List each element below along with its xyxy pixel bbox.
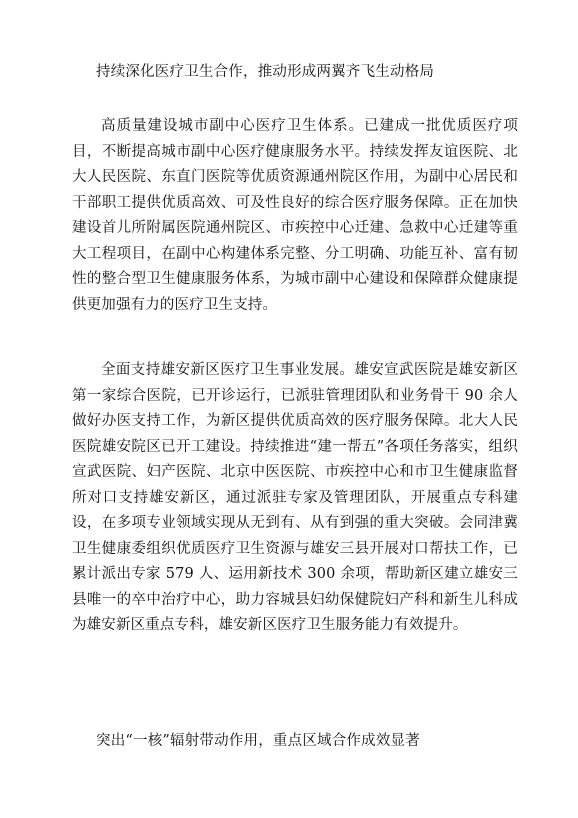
- paragraph-city-sub-center: 高质量建设城市副中心医疗卫生体系。已建成一批优质医疗项目，不断提高城市副中心医疗健康服务水平。持续发挥友谊医院、北大人民医院、东直门医院等优质资源通州院区作用，为副中心居民和干部职工提供优质高效、可及性良好的综合医疗服务保障。正在加快建设首儿所附属医院通州院区、市疾控中心迁建、急救中心迁建等重大工程项目，在副中心构建体系完整、分工明确、功能互补、富有韧性的整合型卫生健康服务体系，为城市副中心建设和保障群众健康提供更加强有力的医疗卫生支持。: [72, 118, 518, 313]
- paragraph-xiongan: 全面支持雄安新区医疗卫生事业发展。雄安宣武医院是雄安新区第一家综合医院，已开诊运行，已派驻管理团队和业务骨干 90 余人做好办医支持工作，为新区提供优质高效的医疗服务保障。北大人民医院雄安院区已开工建设。持续推进“建一帮五”各项任务落实，组织宣武医院、妇产医院、北京中医医院、市疾控中心和市卫生健康监督所对口支持雄安新区，通过派驻专家及管理团队，开展重点专科建设，在多项专业领域实现从无到有、从有到强的重大突破。会同津冀卫生健康委组织优质医疗卫生资源与雄安三县开展对口帮扶工作，已累计派出专家 579 人、运用新技术 300 余项，帮助新区建立雄安三县唯一的卒中治疗中心，助力容城县妇幼保健院妇产科和新生儿科成为雄安新区重点专科，雄安新区医疗卫生服务能力有效提升。: [72, 362, 518, 633]
- section-heading-two-wings: 持续深化医疗卫生合作，推动形成两翼齐飞生动格局: [96, 64, 435, 80]
- section-heading-one-core: 突出“一核”辐射带动作用，重点区域合作成效显著: [96, 733, 420, 749]
